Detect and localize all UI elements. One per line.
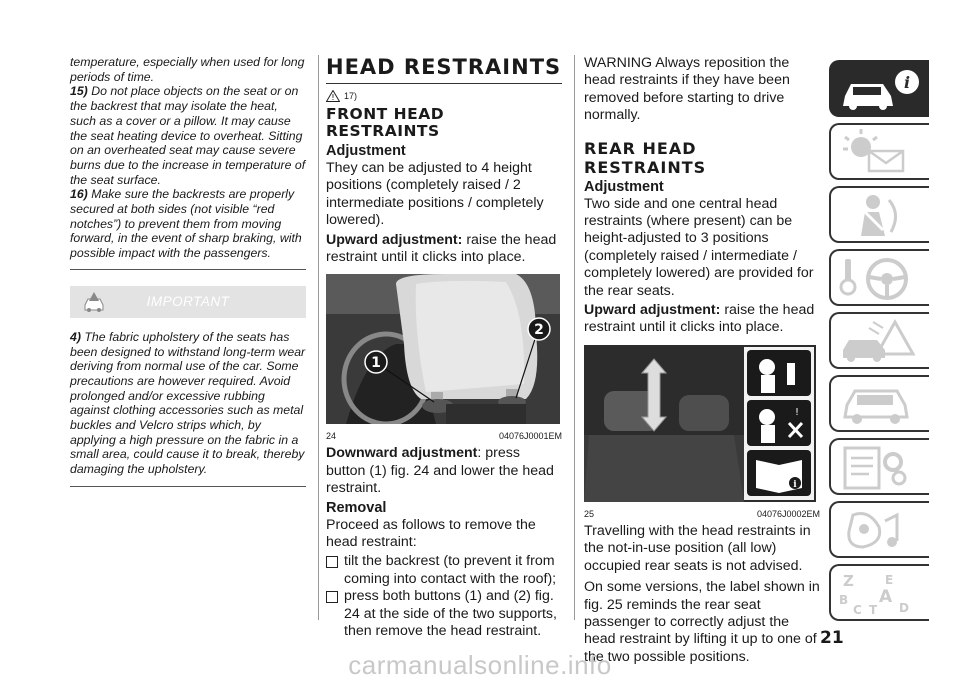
figure-25	[584, 345, 820, 519]
tab-emergency[interactable]	[829, 312, 929, 369]
upward-adjustment: Upward adjustment: raise the head restraint until it clicks into place.	[584, 302, 815, 336]
upward-adjustment: Upward adjustment: raise the head restraint until it clicks into place.	[326, 231, 557, 266]
svg-text:C: C	[853, 603, 862, 616]
svg-text:E: E	[885, 573, 894, 587]
notes-box	[70, 55, 306, 270]
important-title: IMPORTANT	[146, 293, 230, 309]
note-16: 16) Make sure the backrests are properly secured at both sides (not visible “red notches”) to prevent them from moving forward, in the event of sharp braking, with possible impact with the passengers.	[70, 187, 302, 261]
adjustment-heading: Adjustment	[326, 143, 406, 159]
bullet-square-icon	[326, 556, 338, 568]
column-divider	[318, 55, 319, 620]
safety-icon	[839, 192, 925, 238]
column-divider	[574, 55, 575, 620]
bullet-item: press both buttons (1) and (2) fig. 24 at the side of the two supports, then remove the head restraint.	[326, 588, 562, 640]
figure-caption: 25 04076J0002EM	[584, 508, 820, 519]
tab-starting-driving[interactable]	[829, 249, 929, 306]
warning-triangle-icon	[326, 90, 340, 102]
note-4: 4) The fabric upholstery of the seats has been designed to withstand long-term wear deriving from normal use of the car. Some precautions are however required. Avoid prolonged and/or excessive rubbing against clothing accessories such as metal buckles and Velcro strips which, by applying a high pressure on the fabric in a small area, could cause it to break, thereby damaging the upholstery.	[70, 329, 306, 477]
warning-ref: ! 17)	[326, 90, 562, 102]
rear-section-title: REAR HEAD RESTRAINTS	[584, 138, 707, 177]
bullet-square-icon	[326, 591, 338, 603]
svg-text:!: !	[794, 406, 800, 418]
warning-text: WARNING Always reposition the head restraints if they have been removed before starting to drive normally.	[584, 55, 790, 124]
tab-car-info[interactable]	[829, 60, 929, 117]
svg-text:A: A	[879, 587, 893, 607]
svg-text:i: i	[903, 73, 911, 92]
svg-text:!: !	[331, 93, 335, 102]
section-title: HEAD RESTRAINTS	[326, 55, 562, 84]
important-header	[70, 286, 306, 318]
figure-24	[326, 274, 562, 441]
downward-adjustment: Downward adjustment: press button (1) fig. 24 and lower the head restraint.	[326, 445, 554, 497]
car-info-icon	[839, 66, 925, 112]
steering-wheel-icon	[839, 255, 925, 301]
tab-safety[interactable]	[829, 186, 929, 243]
callout-1-label: 1	[371, 355, 381, 372]
note-15: 15) Do not place objects on the seat or on the backrest that may isolate the heat, such as a cover or a pillow. It may cause the seat heating device to overheat. Sitting on an overheated seat may cause severe burns due to the increase in temperature of the seat surface.	[70, 84, 306, 187]
watermark: carmanualsonline.info	[348, 650, 612, 680]
important-body	[70, 330, 306, 487]
removal-heading: Removal	[326, 499, 387, 516]
multimedia-icon	[839, 507, 925, 553]
intro-text: temperature, especially when used for long periods of time.	[70, 55, 305, 84]
label-text: On some versions, the label shown in fig. 25 reminds the rear seat passenger to correctly adjust the head restraint by lifting it up to one of the two possible positions.	[584, 579, 820, 665]
left-column	[70, 55, 306, 487]
svg-text:Z: Z	[843, 572, 854, 590]
svg-text:T: T	[869, 603, 878, 616]
removal-text: Proceed as follows to remove the head restraint:	[326, 516, 536, 551]
svg-text:i: i	[793, 479, 797, 490]
lights-messages-icon	[839, 129, 925, 175]
emergency-icon	[839, 318, 925, 364]
tab-index[interactable]	[829, 564, 929, 621]
technical-data-icon	[839, 444, 925, 490]
car-maintenance-icon	[839, 381, 925, 427]
bullet-item: tilt the backrest (to prevent it from coming into contact with the roof);	[326, 553, 562, 588]
tab-multimedia[interactable]	[829, 501, 929, 558]
tab-maintenance[interactable]	[829, 375, 929, 432]
chapter-tabs	[829, 60, 929, 627]
adjustment-text: Two side and one central head restraints (where present) can be height-adjusted to 3 positions (completely raised / intermediate / completely lowered) are provided for the rear seats.	[584, 195, 814, 299]
travelling-text: Travelling with the head restraints in the not-in-use position (all low) occupied rear seats is not advised.	[584, 522, 811, 574]
adjustment-heading: Adjustment	[584, 178, 664, 195]
tab-technical-data[interactable]	[829, 438, 929, 495]
figure-caption: 24 04076J0001EM	[326, 431, 562, 442]
right-column	[584, 55, 820, 668]
svg-text:B: B	[839, 593, 849, 607]
middle-column	[326, 55, 562, 641]
tab-lights-messages[interactable]	[829, 123, 929, 180]
rear-headrest-photo	[584, 345, 816, 502]
callout-2-label: 2	[534, 322, 544, 339]
svg-text:D: D	[899, 601, 909, 615]
page-number: 21	[820, 628, 844, 648]
index-icon	[839, 570, 925, 616]
front-headrest-photo	[326, 274, 560, 424]
subsection-title: FRONT HEAD RESTRAINTS	[326, 105, 445, 140]
adjustment-text: They can be adjusted to 4 height positions (completely raised / 2 intermediate positions / completely lowered).	[326, 160, 544, 229]
